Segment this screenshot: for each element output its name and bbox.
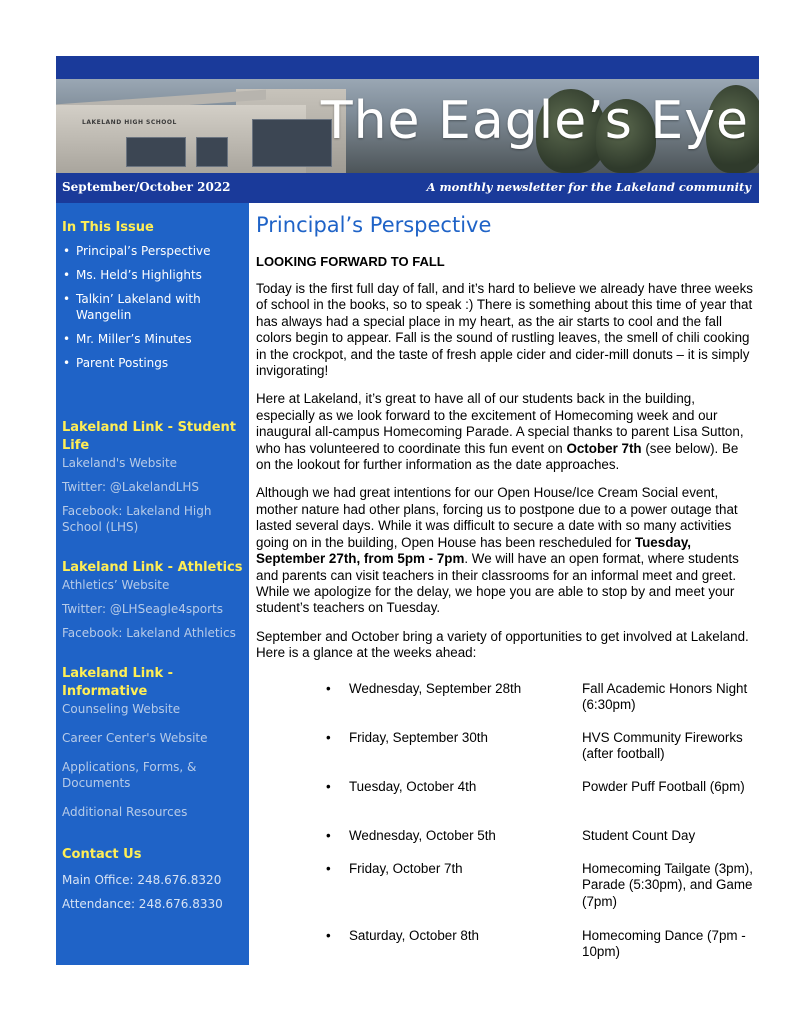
event-description: Powder Puff Football (6pm)	[582, 779, 745, 794]
article-paragraph: September and October bring a variety of opportunities to get involved at Lakeland. Here is a glance at the weeks ahead:	[256, 628, 749, 661]
paragraph-text: Although we had great intentions for our Open House/Ice Cream Social event, mother nature had other plans, forcing us to postpone due to a power outage that lasted several days. While it was difficult to secure a date with so many activities going on in the building, Open House has been rescheduled for	[256, 485, 738, 550]
article-title: Principal’s Perspective	[256, 213, 492, 237]
building-window	[126, 137, 186, 167]
bullet: •	[326, 928, 331, 943]
main-office-phone: Main Office: 248.676.8320	[62, 873, 222, 887]
facebook-lhs-link[interactable]: Facebook: Lakeland High School (LHS)	[62, 504, 212, 534]
issue-item: • Ms. Held’s Highlights	[62, 267, 243, 283]
newsletter-tagline: A monthly newsletter for the Lakeland community	[426, 180, 751, 194]
in-this-issue-list	[62, 243, 243, 371]
building-sign: LAKELAND HIGH SCHOOL	[82, 119, 177, 126]
top-color-bar	[56, 56, 759, 79]
issue-item: • Mr. Miller’s Minutes	[62, 331, 243, 347]
attendance-phone: Attendance: 248.676.8330	[62, 897, 223, 911]
event-date: Tuesday, October 4th	[349, 779, 477, 794]
article-paragraph	[256, 391, 756, 473]
issue-date-bar	[56, 173, 759, 203]
bullet: •	[326, 779, 331, 794]
newsletter-title: The Eagle’s Eye	[320, 91, 749, 151]
event-description: Homecoming Tailgate (3pm), Parade (5:30pm), and Game (7pm)	[582, 861, 753, 909]
contact-heading: Contact Us	[62, 847, 142, 862]
bullet: •	[326, 730, 331, 745]
paragraph-text: . We will have an open format, where students and parents can visit teachers in their classrooms for an informal meet and greet. While we apologize for the delay, we hope you are able to stop by and meet your student’s teachers on Tuesday.	[256, 551, 739, 616]
issue-item: • Parent Postings	[62, 355, 243, 371]
lakeland-website-link[interactable]: Lakeland's Website	[62, 456, 178, 470]
event-description: Homecoming Dance (7pm - 10pm)	[582, 928, 746, 960]
event-description: HVS Community Fireworks (after football)	[582, 730, 743, 762]
bullet: •	[326, 681, 331, 696]
open-house-date: Tuesday, September 27th, from 5pm - 7pm	[256, 534, 691, 567]
parade-date: October 7th	[566, 440, 642, 456]
article	[256, 211, 756, 662]
twitter-lhs-link[interactable]: Twitter: @LakelandLHS	[62, 480, 200, 494]
career-center-link[interactable]: Career Center's Website	[62, 731, 208, 745]
event-date: Friday, October 7th	[349, 861, 463, 876]
event-date: Wednesday, September 28th	[349, 681, 522, 696]
student-life-heading: Lakeland Link - Student Life	[62, 420, 236, 453]
paragraph-text: (see below). Be on the lookout for further information as the date approaches.	[256, 440, 739, 473]
athletics-website-link[interactable]: Athletics’ Website	[62, 578, 170, 592]
applications-forms-link[interactable]: Applications, Forms, & Documents	[62, 760, 197, 790]
event-description: Student Count Day	[582, 828, 696, 843]
article-paragraph: Today is the first full day of fall, and it’s hard to believe we already have three weeks of school in the books, so to speak :) There is something about this time of year that has always had a special place in my heart, as the air starts to cool and the fall colors begin to appear. Fall is the sound of rustling leaves, the smell of chili cooking in the crockpot, and the taste of fresh apple cider and cider-mill donuts – it is simply invigorating!	[256, 281, 753, 379]
twitter-athletics-link[interactable]: Twitter: @LHSeagle4sports	[62, 602, 223, 616]
article-kicker: LOOKING FORWARD TO FALL	[256, 254, 445, 269]
bullet: •	[326, 861, 331, 876]
facebook-athletics-link[interactable]: Facebook: Lakeland Athletics	[62, 626, 236, 640]
article-paragraph	[256, 485, 756, 616]
in-this-issue-heading: In This Issue	[62, 220, 154, 235]
event-date: Wednesday, October 5th	[349, 828, 496, 843]
sidebar	[56, 203, 249, 965]
counseling-website-link[interactable]: Counseling Website	[62, 702, 181, 716]
bullet: •	[326, 828, 331, 843]
athletics-heading: Lakeland Link - Athletics	[62, 560, 243, 575]
building-window	[196, 137, 228, 167]
informative-heading: Lakeland Link - Informative	[62, 666, 174, 699]
issue-item: • Principal’s Perspective	[62, 243, 243, 259]
additional-resources-link[interactable]: Additional Resources	[62, 805, 188, 819]
issue-date: September/October 2022	[62, 180, 231, 194]
issue-item: • Talkin’ Lakeland with Wangelin	[62, 291, 243, 323]
event-date: Saturday, October 8th	[349, 928, 480, 943]
paragraph-text: Here at Lakeland, it’s great to have all of our students back in the building, especially as we look forward to the excitement of Homecoming week and our inaugural all-campus Homecoming Parade. A special thanks to parent Lisa Sutton, who has volunteered to coordinate this fun event on	[256, 391, 744, 456]
masthead-banner	[56, 79, 759, 173]
event-date: Friday, September 30th	[349, 730, 488, 745]
event-description: Fall Academic Honors Night (6:30pm)	[582, 681, 748, 713]
